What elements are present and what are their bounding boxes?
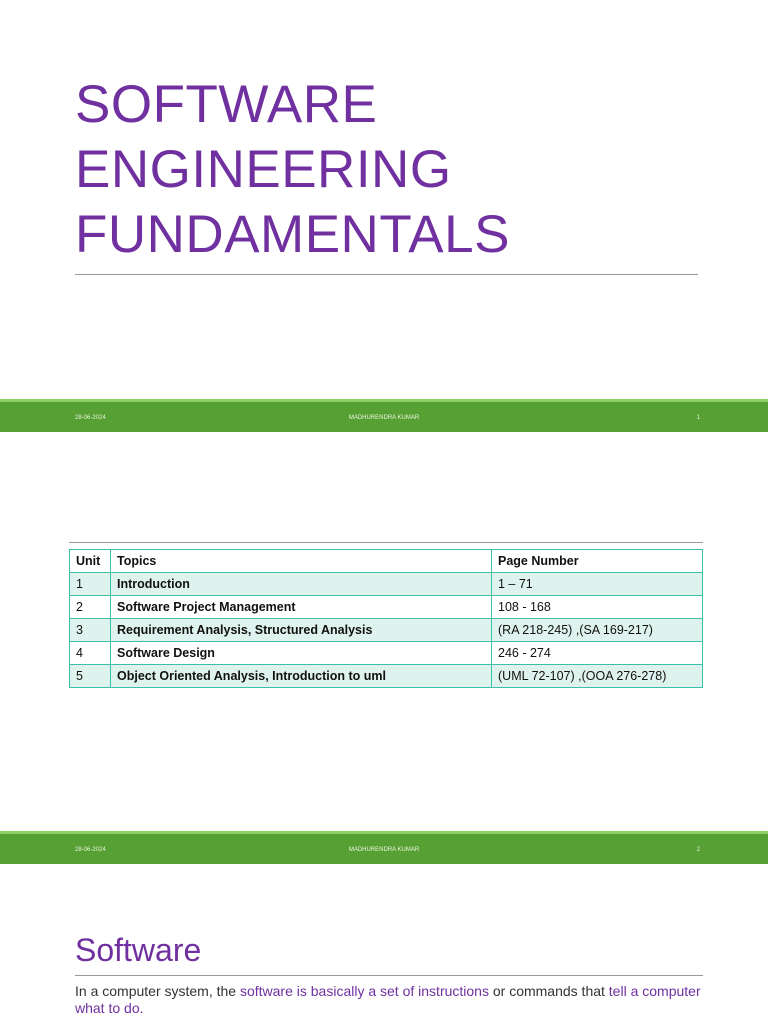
footer-page-number: 2 [696, 847, 700, 853]
cell-page-number: 1 – 71 [492, 573, 703, 596]
header-page-number: Page Number [492, 550, 703, 573]
cell-topic: Requirement Analysis, Structured Analysis [111, 619, 492, 642]
header-topics: Topics [111, 550, 492, 573]
cell-page-number: 246 - 274 [492, 642, 703, 665]
body-text-2: or commands that [488, 983, 609, 999]
body-text-1: In a computer system, the [75, 983, 240, 999]
header-unit: Unit [70, 550, 111, 573]
cell-page-number: (RA 218-245) ,(SA 169-217) [492, 619, 703, 642]
body-highlight-1: software is basically a set of instructions [239, 983, 489, 999]
footer-date: 28-06-2024 [75, 415, 106, 421]
cell-topic: Introduction [111, 573, 492, 596]
body-paragraph [75, 983, 705, 1017]
section-divider [75, 975, 703, 976]
section-title: Software [75, 932, 202, 968]
cell-unit: 2 [70, 596, 111, 619]
cell-topic: Software Project Management [111, 596, 492, 619]
table-row [70, 596, 703, 619]
slide-footer [0, 399, 768, 432]
footer-date: 28-06-2024 [75, 847, 106, 853]
body-highlight-2: tell a computer what to do. [75, 983, 701, 1016]
slide-1 [0, 0, 768, 432]
units-table [69, 549, 703, 688]
table-row [70, 642, 703, 665]
title-divider [75, 274, 698, 275]
footer-page-number: 1 [696, 415, 700, 421]
table-row [70, 665, 703, 688]
footer-author: MADHURENDRA KUMAR [348, 847, 420, 853]
cell-unit: 5 [70, 665, 111, 688]
cell-page-number: 108 - 168 [492, 596, 703, 619]
cell-unit: 1 [70, 573, 111, 596]
table-header-row [70, 550, 703, 573]
cell-unit: 3 [70, 619, 111, 642]
table-row [70, 619, 703, 642]
table-row [70, 573, 703, 596]
slide-title: SOFTWARE ENGINEERING FUNDAMENTALS [75, 75, 510, 264]
table-top-divider [69, 542, 703, 543]
slide-footer [0, 831, 768, 864]
cell-topic: Software Design [111, 642, 492, 665]
footer-author: MADHURENDRA KUMAR [348, 415, 420, 421]
cell-unit: 4 [70, 642, 111, 665]
cell-topic: Object Oriented Analysis, Introduction to uml [111, 665, 492, 688]
cell-page-number: (UML 72-107) ,(OOA 276-278) [492, 665, 703, 688]
